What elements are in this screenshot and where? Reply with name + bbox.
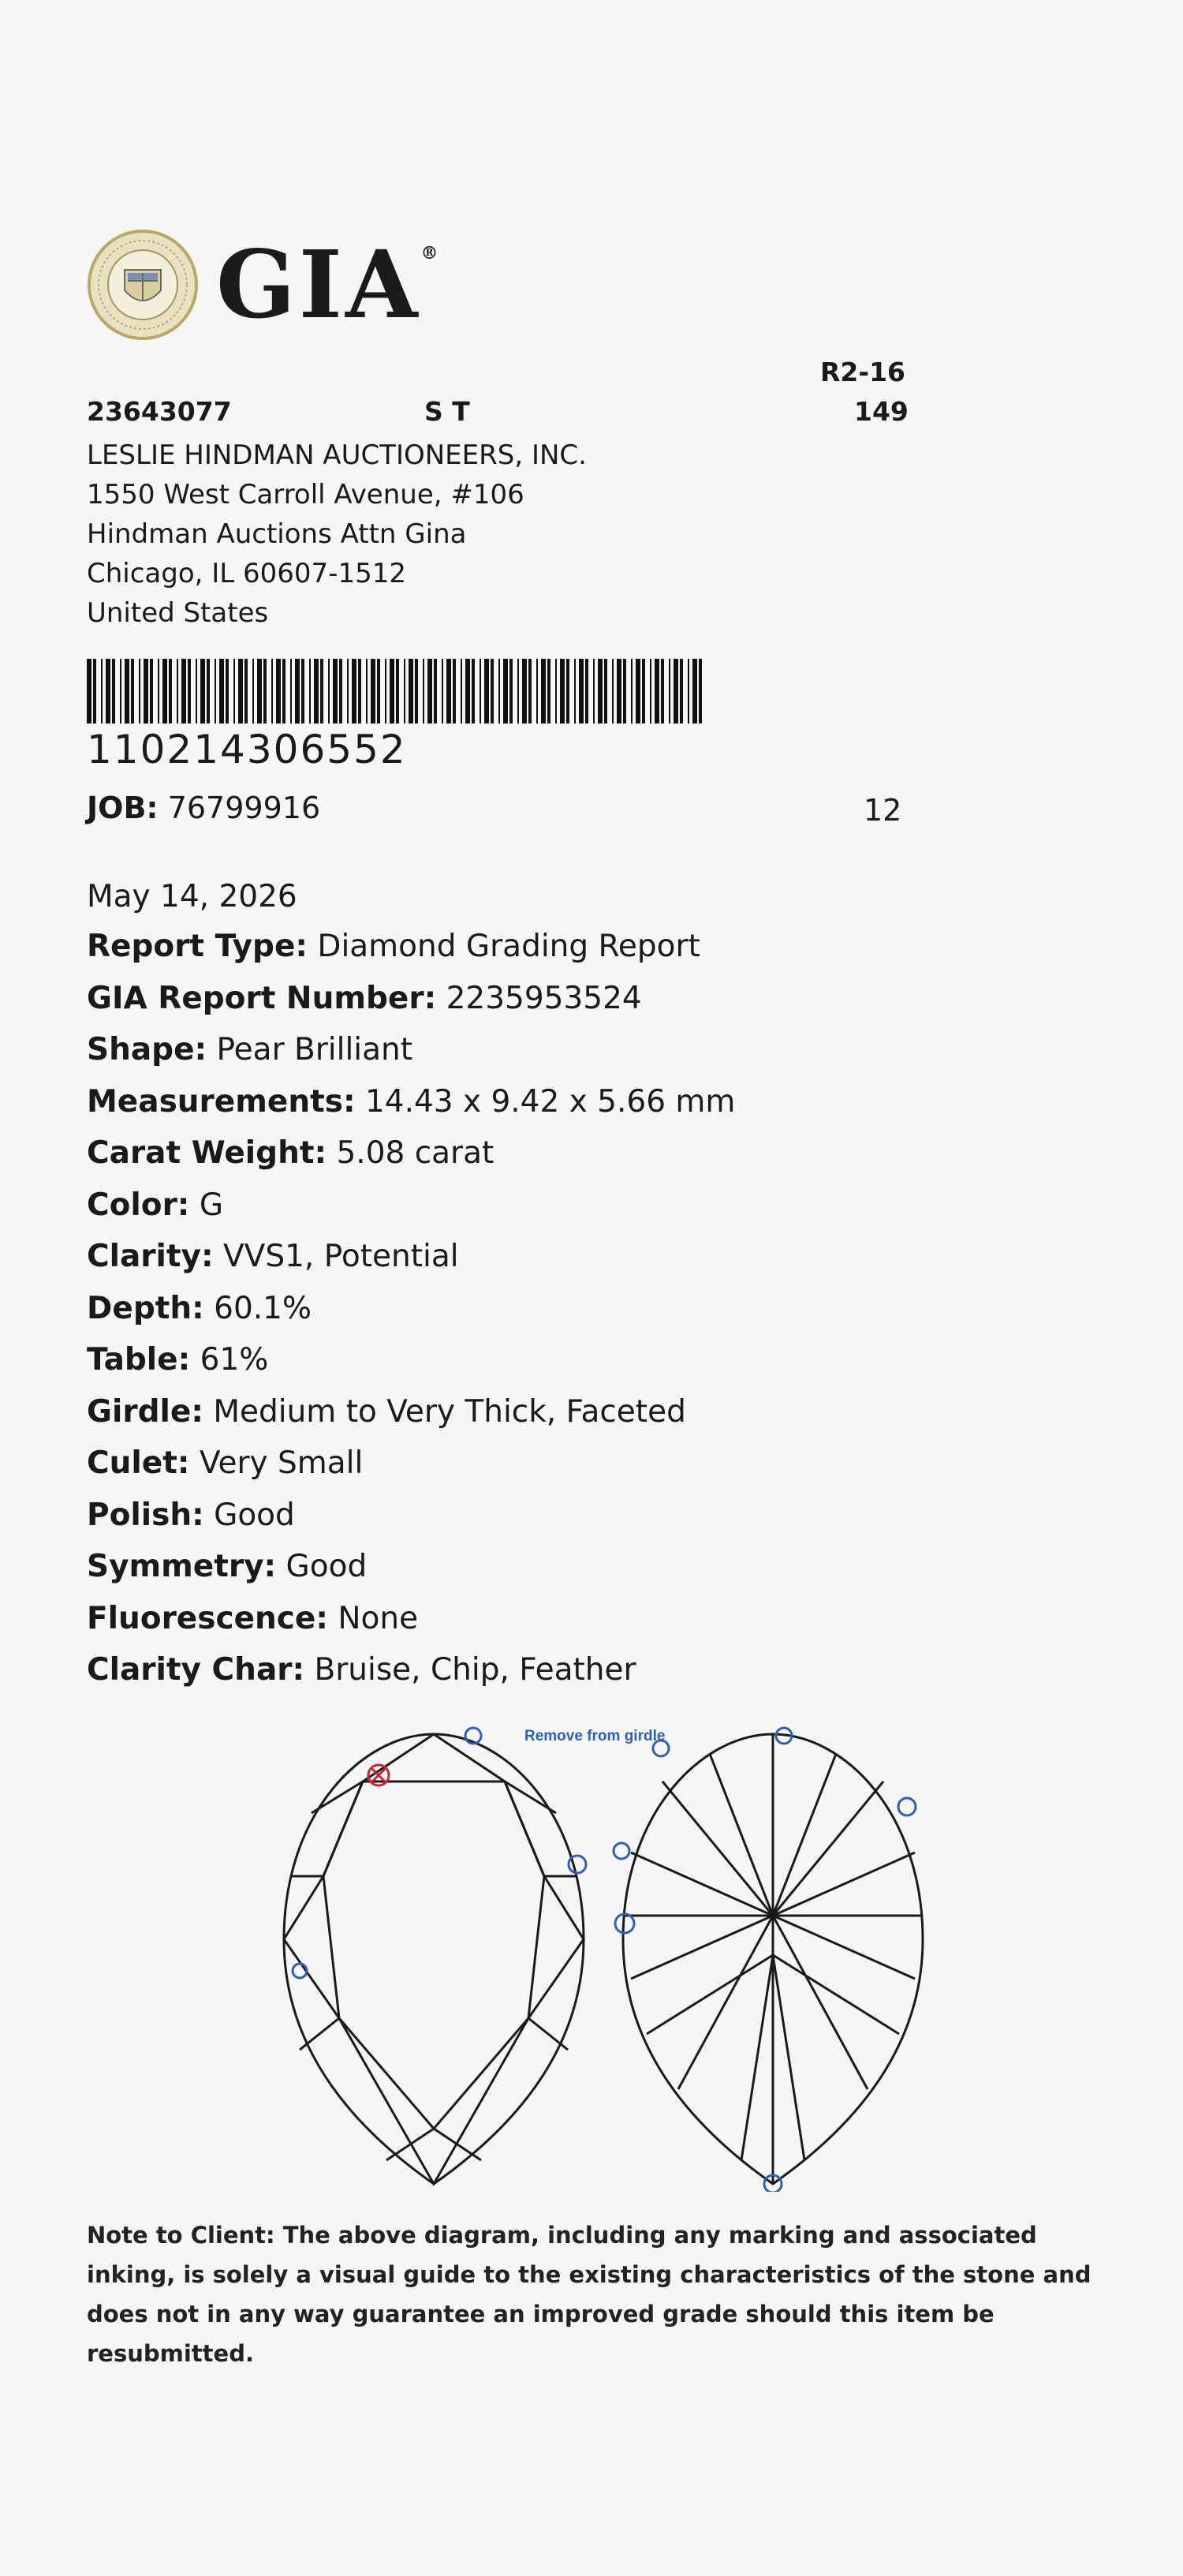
- report-date: May 14, 2026: [87, 879, 297, 914]
- field-value: Bruise, Chip, Feather: [314, 1652, 636, 1688]
- field-label: Table:: [87, 1342, 191, 1378]
- field-value: G: [199, 1187, 224, 1223]
- field-row: [87, 1652, 636, 1688]
- address-attn: Hindman Auctions Attn Gina: [87, 518, 467, 550]
- field-label: Shape:: [87, 1032, 207, 1067]
- route-number: 149: [854, 396, 909, 427]
- field-row: [87, 1497, 295, 1533]
- field-value: Medium to Very Thick, Faceted: [213, 1394, 686, 1430]
- barcode: [87, 659, 702, 723]
- job-label: JOB:: [87, 791, 159, 825]
- address-country: United States: [87, 597, 269, 629]
- field-label: Clarity Char:: [87, 1652, 305, 1688]
- field-row: [87, 931, 700, 962]
- client-id: 23643077: [87, 396, 232, 427]
- address-city: Chicago, IL 60607-1512: [87, 558, 406, 589]
- field-row: [87, 1084, 736, 1120]
- gia-logo: [87, 229, 442, 341]
- field-label: Polish:: [87, 1497, 204, 1533]
- barcode-number: 110214306552: [87, 727, 407, 772]
- field-value: 2235953524: [446, 981, 642, 1016]
- field-value: 14.43 x 9.42 x 5.66 mm: [364, 1084, 736, 1120]
- field-value: Very Small: [199, 1445, 364, 1481]
- field-row: [87, 1394, 686, 1430]
- field-label: Culet:: [87, 1445, 190, 1481]
- field-value: None: [338, 1601, 419, 1636]
- crown-view: [284, 1734, 584, 2184]
- field-value: 60.1%: [214, 1291, 312, 1326]
- address-street: 1550 West Carroll Avenue, #106: [87, 479, 524, 510]
- field-label: Depth:: [87, 1291, 204, 1326]
- field-label: Clarity:: [87, 1239, 214, 1274]
- note-to-client: Note to Client: The above diagram, including any marking and associated inking, is solely a visual guide to the existing characteristics of the stone and does not in any way guarantee an improved grade should this item be resubmitted.: [87, 2222, 1092, 2367]
- job-number: 76799916: [167, 791, 321, 825]
- field-value: Diamond Grading Report: [317, 929, 700, 964]
- field-row: [87, 1445, 364, 1481]
- initials: S T: [424, 396, 470, 427]
- job-line: [87, 793, 320, 823]
- plotting-diagram: [268, 1718, 946, 2192]
- job-count: 12: [864, 793, 902, 828]
- field-value: VVS1, Potential: [222, 1239, 459, 1274]
- field-row: [87, 1187, 224, 1223]
- field-label: GIA Report Number:: [87, 981, 437, 1016]
- field-label: Fluorescence:: [87, 1601, 328, 1636]
- field-label: Girdle:: [87, 1394, 203, 1430]
- address-company: LESLIE HINDMAN AUCTIONEERS, INC.: [87, 439, 587, 471]
- field-value: Pear Brilliant: [216, 1032, 413, 1067]
- gia-wordmark: GIA®: [216, 230, 442, 339]
- gia-seal-icon: [87, 229, 199, 341]
- field-value: 5.08 carat: [336, 1135, 494, 1171]
- route-code: R2-16: [820, 357, 905, 387]
- field-row: [87, 1135, 494, 1171]
- field-value: Good: [214, 1497, 295, 1533]
- field-label: Carat Weight:: [87, 1135, 327, 1171]
- field-row: [87, 1293, 312, 1324]
- field-row: [87, 983, 642, 1014]
- field-label: Report Type:: [87, 929, 308, 964]
- field-label: Measurements:: [87, 1084, 356, 1120]
- field-row: [87, 1603, 418, 1634]
- diagram-annotation: Remove from girdle: [524, 1728, 666, 1744]
- field-row: [87, 1342, 269, 1378]
- field-value: 61%: [200, 1342, 269, 1378]
- field-label: Color:: [87, 1187, 190, 1223]
- field-row: [87, 1551, 367, 1582]
- pavilion-view: [623, 1734, 923, 2184]
- field-value: Good: [285, 1549, 368, 1584]
- inclusion-markers: [293, 1728, 916, 2192]
- field-row: [87, 1241, 459, 1272]
- field-label: Symmetry:: [87, 1549, 277, 1584]
- field-row: [87, 1034, 412, 1065]
